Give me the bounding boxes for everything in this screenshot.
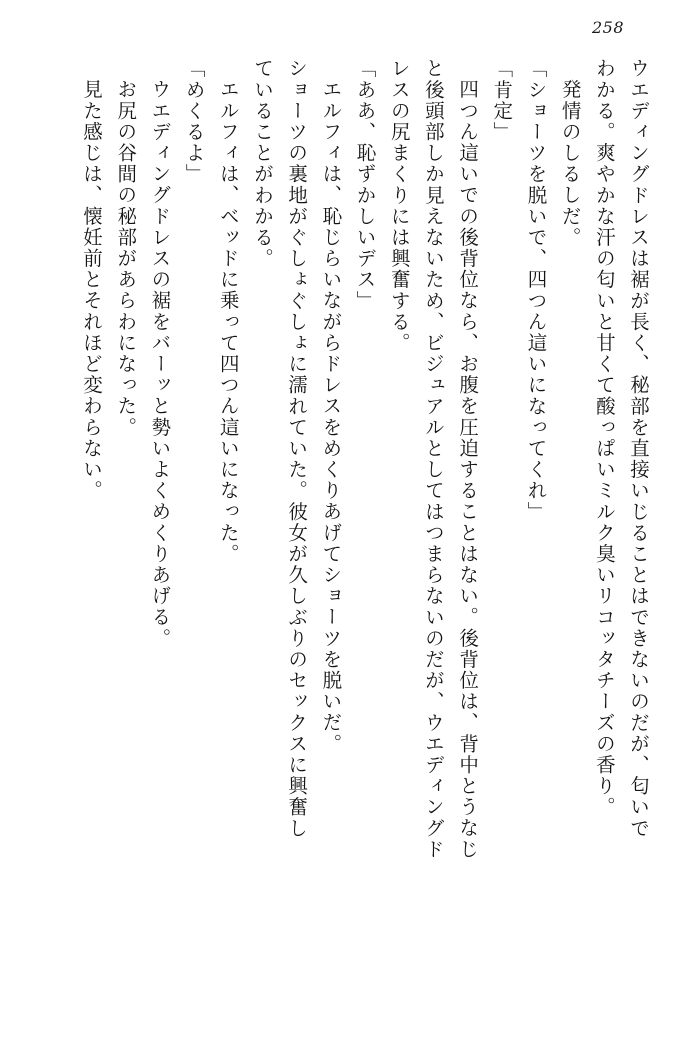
page-text-body — [52, 58, 648, 1010]
text-line: ていることがわかる。 — [250, 58, 274, 269]
text-line: 発情のしるしだ。 — [558, 79, 582, 248]
text-line: レスの尻まくりには興奮する。 — [387, 58, 411, 354]
text-line: 「めくるよ」 — [182, 58, 206, 185]
text-line: 「肯定」 — [490, 58, 514, 143]
page-number: 258 — [591, 18, 624, 37]
text-line: わかる。爽やかな汗の匂いと甘くて酸っぱいミルク臭いリコッタチーズの香り。 — [592, 58, 616, 818]
text-line: エルフィは、ベッドに乗って四つん這いになった。 — [216, 79, 240, 565]
text-line: 「ああ、恥ずかしいデス」 — [353, 58, 377, 312]
text-line: 四つん這いでの後背位なら、お腹を圧迫することはない。後背位は、背中とうなじ — [456, 79, 480, 860]
text-line: ウエディングドレスの裾をバーッと勢いよくめくりあげる。 — [148, 79, 172, 649]
text-line: 見た感じは、懐妊前とそれほど変わらない。 — [80, 79, 103, 501]
text-line: 「ショーツを脱いで、四つん這いになってくれ」 — [524, 58, 548, 523]
text-line: ウエディングドレスは裾が長く、秘部を直接いじることはできないのだが、匂いで — [627, 58, 650, 839]
text-line: エルフィは、恥じらいながらドレスをめくりあげてショーツを脱いだ。 — [319, 79, 343, 755]
text-line: お尻の谷間の秘部があらわになった。 — [114, 79, 138, 438]
text-line: と後頭部しか見えないため、ビジュアルとしてはつまらないのだが、ウエディングド — [421, 58, 445, 860]
text-line: ショーツの裏地がぐしょぐしょに濡れていた。彼女が久しぶりのセックスに興奮し — [285, 58, 309, 839]
